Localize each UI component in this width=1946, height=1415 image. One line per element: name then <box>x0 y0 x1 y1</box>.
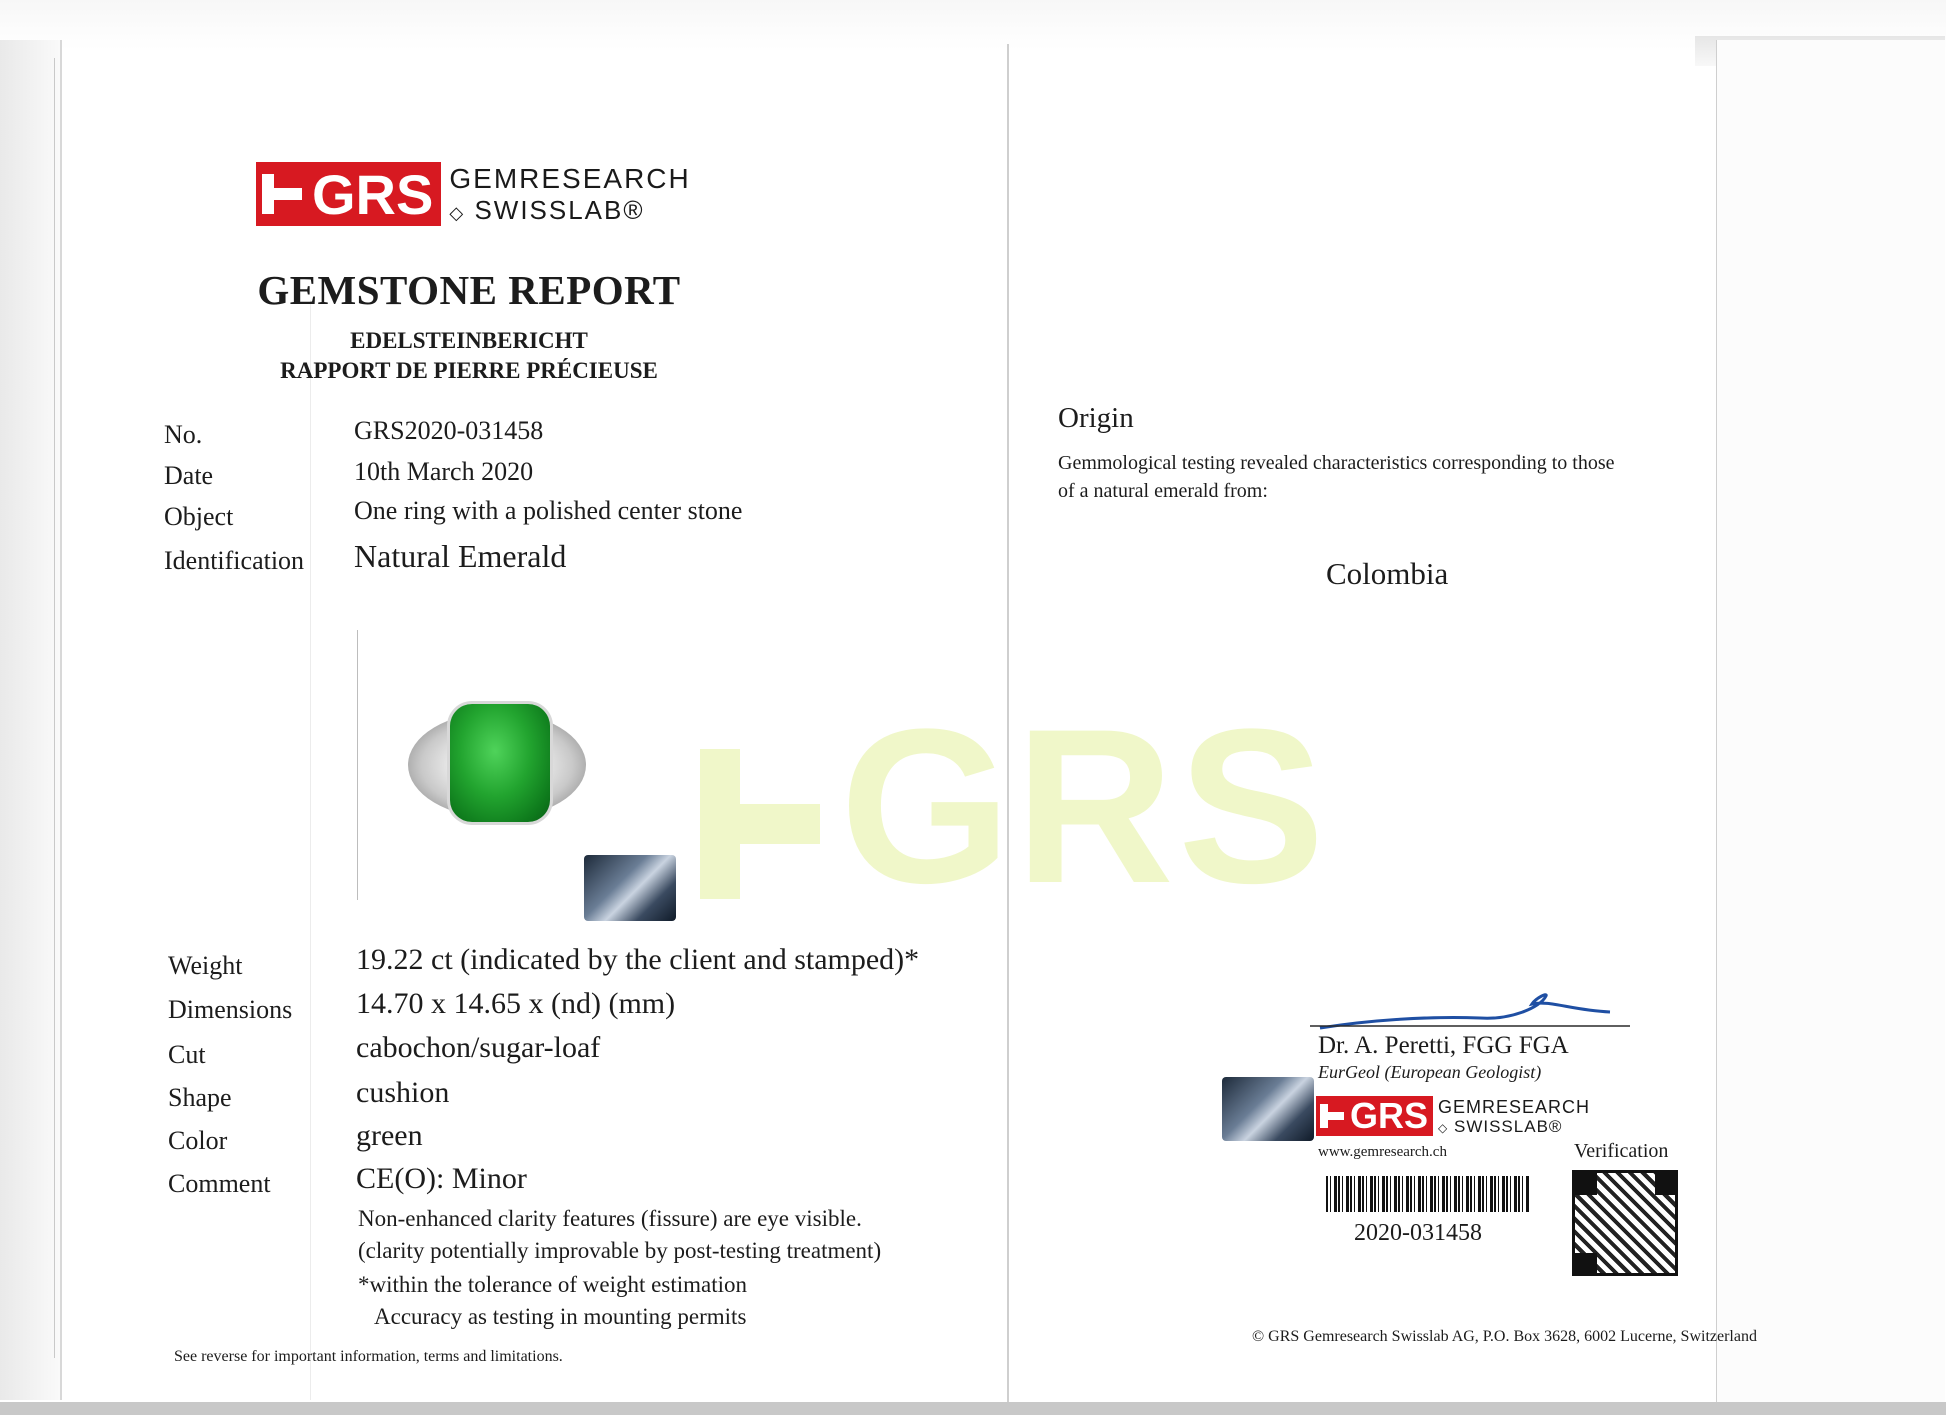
footer-left-note: See reverse for important information, terms and limitations. <box>174 1348 563 1365</box>
watermark-grs: GRS <box>700 680 1329 933</box>
footer-right-copyright: © GRS Gemresearch Swisslab AG, P.O. Box 3628, 6002 Lucerne, Switzerland <box>1252 1328 1757 1345</box>
field-value-no: GRS2020-031458 <box>354 416 544 445</box>
photo-frame-line <box>357 630 358 900</box>
grs-logo-small <box>1316 1096 1590 1136</box>
logo-small-line-1: GEMRESEARCH <box>1438 1096 1591 1117</box>
paper-bottom-shadow <box>0 1402 1946 1415</box>
comment-note-3: *within the tolerance of weight estimation <box>358 1272 747 1297</box>
swiss-cross-small-icon <box>1320 1104 1344 1128</box>
faint-column-line <box>310 300 311 1400</box>
logo-line-2: ◇ SWISSLAB® <box>449 195 645 225</box>
report-subtitle-de: EDELSTEINBERICHT <box>350 328 588 353</box>
field-label-date: Date <box>164 461 214 490</box>
field-value-cut: cabochon/sugar-loaf <box>356 1031 601 1064</box>
field-value-object: One ring with a polished center stone <box>354 496 743 525</box>
field-value-shape: cushion <box>356 1076 450 1109</box>
field-label-color: Color <box>168 1126 228 1155</box>
comment-note-1: Non-enhanced clarity features (fissure) are eye visible. <box>358 1206 862 1231</box>
logo-line-1: GEMRESEARCH <box>449 163 691 194</box>
field-value-comment: CE(O): Minor <box>356 1162 527 1195</box>
signatory-name: Dr. A. Peretti, FGG FGA <box>1318 1032 1569 1059</box>
paper-left-inner-edge <box>14 58 55 1358</box>
field-label-no: No. <box>164 420 203 449</box>
field-label-weight: Weight <box>168 951 243 980</box>
paper-right-panel <box>1716 40 1945 1415</box>
field-value-dimensions: 14.70 x 14.65 x (nd) (mm) <box>356 987 676 1020</box>
field-label-shape: Shape <box>168 1083 232 1112</box>
grs-logo <box>256 162 691 226</box>
comment-note-4: Accuracy as testing in mounting permits <box>374 1304 747 1329</box>
field-label-cut: Cut <box>168 1040 206 1069</box>
verification-label: Verification <box>1574 1140 1669 1162</box>
report-title: GEMSTONE REPORT <box>257 267 681 313</box>
verification-qr-code[interactable] <box>1572 1170 1678 1276</box>
paper-top-edge <box>0 0 1946 50</box>
hologram-sticker <box>584 855 676 921</box>
origin-text-line-1: Gemmological testing revealed characteristics corresponding to those <box>1058 452 1615 474</box>
logo-brand-text: GRS <box>312 162 434 226</box>
signatory-title: EurGeol (European Geologist) <box>1318 1062 1542 1082</box>
barcode-number: 2020-031458 <box>1354 1220 1482 1246</box>
origin-text-line-2: of a natural emerald from: <box>1058 480 1268 502</box>
field-label-comment: Comment <box>168 1169 271 1198</box>
comment-note-2: (clarity potentially improvable by post-testing treatment) <box>358 1238 882 1263</box>
field-value-date: 10th March 2020 <box>354 457 534 486</box>
field-label-dimensions: Dimensions <box>168 995 293 1024</box>
origin-country: Colombia <box>1326 556 1449 591</box>
grs-logo-badge <box>256 162 441 226</box>
emerald-stone <box>450 704 550 822</box>
seal-hologram <box>1222 1077 1314 1141</box>
origin-heading: Origin <box>1058 402 1134 434</box>
diamond-small-icon: ◇ <box>1438 1120 1449 1135</box>
ring-photo <box>408 700 588 830</box>
field-value-weight: 19.22 ct (indicated by the client and stamped)* <box>356 943 920 976</box>
logo-small-line-2: ◇ SWISSLAB® <box>1438 1116 1563 1136</box>
barcode <box>1326 1176 1530 1212</box>
field-value-color: green <box>356 1119 423 1152</box>
diamond-icon: ◇ <box>449 203 466 223</box>
grs-logo-small-badge: GRS <box>1316 1096 1433 1136</box>
field-label-identification: Identification <box>164 546 305 575</box>
report-subtitle-fr: RAPPORT DE PIERRE PRÉCIEUSE <box>280 358 658 383</box>
field-value-identification: Natural Emerald <box>354 538 567 574</box>
swiss-cross-icon <box>262 174 302 214</box>
field-label-object: Object <box>164 502 234 531</box>
website-text: www.gemresearch.ch <box>1318 1144 1447 1160</box>
